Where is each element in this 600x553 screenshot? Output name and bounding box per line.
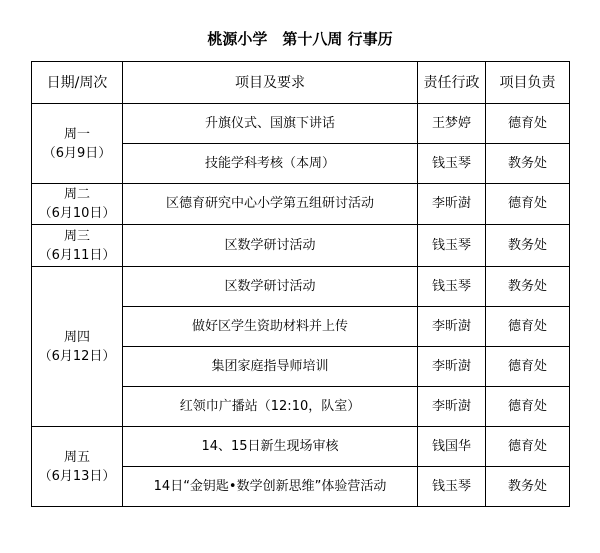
person-cell: 钱国华 xyxy=(418,427,486,467)
person-cell: 钱玉琴 xyxy=(418,267,486,307)
dept-cell: 教务处 xyxy=(486,467,570,507)
dept-cell: 德育处 xyxy=(486,104,570,144)
person-cell: 钱玉琴 xyxy=(418,225,486,267)
header-item: 项目及要求 xyxy=(123,62,418,104)
item-cell: 升旗仪式、国旗下讲话 xyxy=(123,104,418,144)
item-cell: 14、15日新生现场审核 xyxy=(123,427,418,467)
item-cell: 红领巾广播站（12:10，队室） xyxy=(123,387,418,427)
dept-cell: 德育处 xyxy=(486,307,570,347)
item-cell: 区德育研究中心小学第五组研讨活动 xyxy=(123,184,418,225)
day-name: 周三 xyxy=(63,228,90,244)
day-cell-thu xyxy=(32,267,123,427)
person-cell: 李昕澍 xyxy=(418,347,486,387)
dept-cell: 德育处 xyxy=(486,387,570,427)
day-cell-wed xyxy=(32,225,123,267)
table-row xyxy=(32,267,570,307)
person-cell: 李昕澍 xyxy=(418,184,486,225)
dept-cell: 德育处 xyxy=(486,347,570,387)
item-cell: 集团家庭指导师培训 xyxy=(123,347,418,387)
schedule-table xyxy=(31,61,570,507)
day-name: 周一 xyxy=(63,126,90,142)
day-name: 周五 xyxy=(63,449,90,465)
page-title: 桃源小学 第十八周 行事历 xyxy=(207,30,393,48)
day-name: 周四 xyxy=(63,329,90,345)
header-person: 责任行政 xyxy=(418,62,486,104)
person-cell: 李昕澍 xyxy=(418,387,486,427)
table-row xyxy=(32,104,570,144)
day-date: （6月9日） xyxy=(42,145,112,161)
header-row xyxy=(32,62,570,104)
person-cell: 李昕澍 xyxy=(418,307,486,347)
item-cell: 区数学研讨活动 xyxy=(123,225,418,267)
dept-cell: 教务处 xyxy=(486,144,570,184)
person-cell: 钱玉琴 xyxy=(418,467,486,507)
person-cell: 钱玉琴 xyxy=(418,144,486,184)
item-cell: 技能学科考核（本周） xyxy=(123,144,418,184)
item-cell: 14日“金钥匙•数学创新思维”体验营活动 xyxy=(123,467,418,507)
person-cell: 王梦婷 xyxy=(418,104,486,144)
item-cell: 做好区学生资助材料并上传 xyxy=(123,307,418,347)
day-name: 周二 xyxy=(63,187,90,202)
header-date: 日期/周次 xyxy=(32,62,123,104)
dept-cell: 教务处 xyxy=(486,225,570,267)
table-row xyxy=(32,427,570,467)
item-cell: 区数学研讨活动 xyxy=(123,267,418,307)
table-row xyxy=(32,225,570,267)
day-date: （6月12日） xyxy=(38,348,116,364)
dept-cell: 教务处 xyxy=(486,267,570,307)
table-row xyxy=(32,184,570,225)
day-cell-tue xyxy=(32,184,123,225)
day-cell-fri xyxy=(32,427,123,507)
day-date: （6月13日） xyxy=(38,468,116,484)
dept-cell: 德育处 xyxy=(486,184,570,225)
dept-cell: 德育处 xyxy=(486,427,570,467)
day-date: （6月11日） xyxy=(38,247,116,263)
header-dept: 项目负责 xyxy=(486,62,570,104)
day-date: （6月10日） xyxy=(38,206,116,221)
day-cell-mon xyxy=(32,104,123,184)
